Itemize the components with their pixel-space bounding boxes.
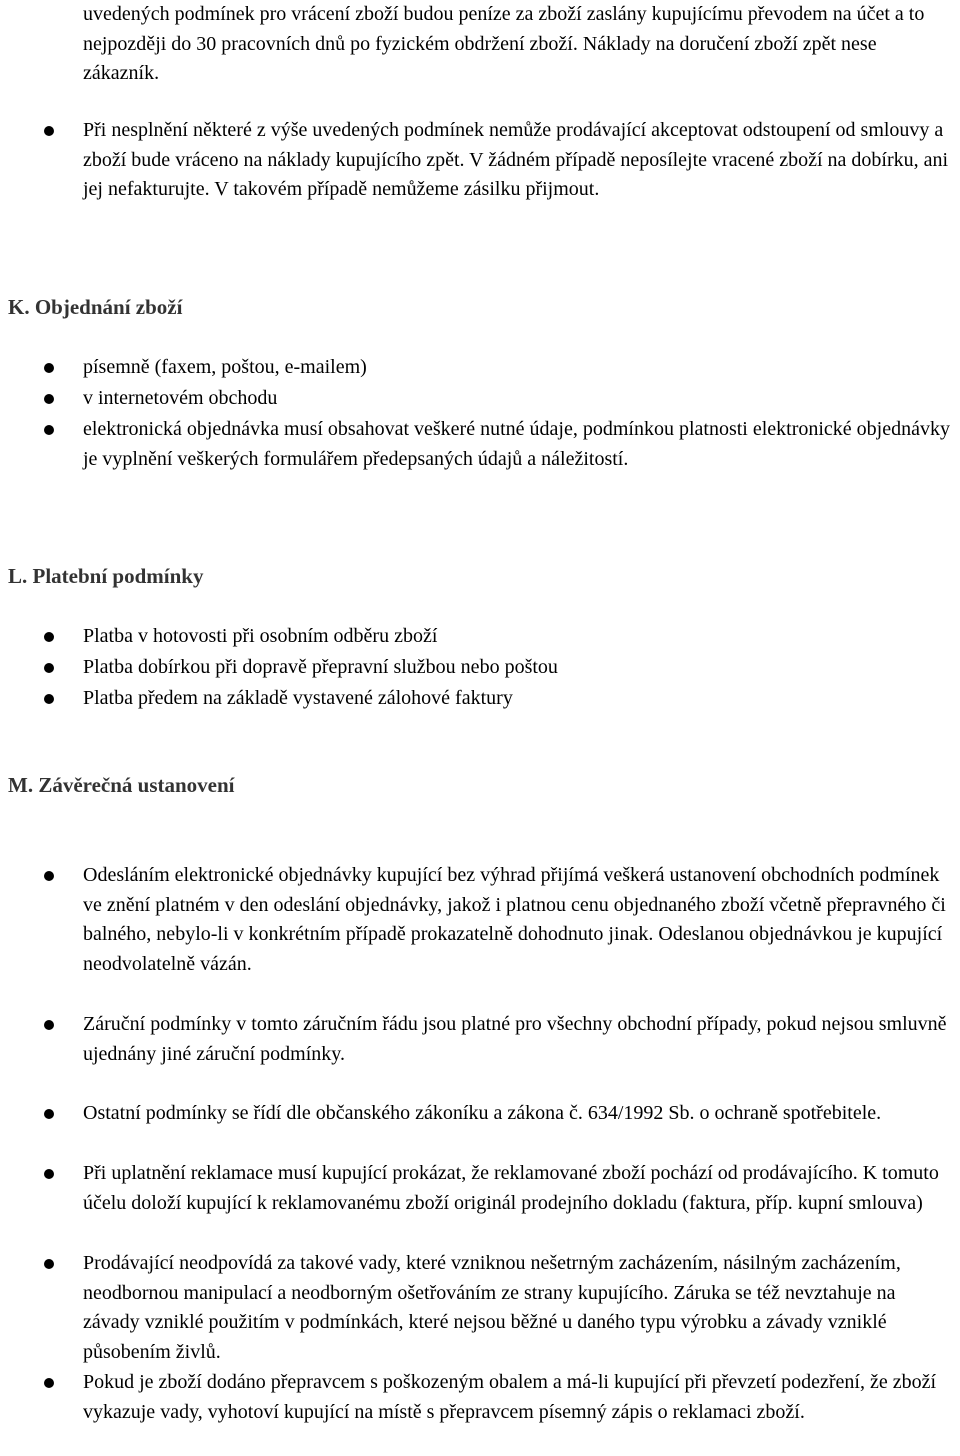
bullet-icon (44, 694, 54, 704)
bullet-icon (44, 363, 54, 373)
bullet-icon (44, 126, 54, 136)
bullet-icon (44, 1259, 54, 1269)
section-heading-k: K. Objednání zboží (8, 295, 183, 319)
bullet-icon (44, 394, 54, 404)
list-item: Záruční podmínky v tomto záručním řádu jsou platné pro všechny obchodní případy, pokud nejsou smluvně ujednány jiné záruční podmínky. (83, 1013, 947, 1065)
list-item: Pokud je zboží dodáno přepravcem s poškozeným obalem a má-li kupující při převzetí podezření, že zboží vykazuje vady, vyhotoví kupující na místě s přepravcem písemný zápis o reklamaci zboží. (83, 1371, 937, 1423)
list-item: Ostatní podmínky se řídí dle občanského zákoníku a zákona č. 634/1992 Sb. o ochraně spotřebitele. (83, 1102, 882, 1124)
list-item: Při nesplnění některé z výše uvedených podmínek nemůže prodávající akceptovat odstoupení od smlouvy a zboží bude vráceno na náklady kupujícího zpět. V žádném případě neposílejte vracené zboží na dobírku, ani jej nefakturujte. V takovém případě nemůžeme zásilku přijmout. (83, 119, 949, 200)
list-item: Platba předem na základě vystavené zálohové faktury (83, 687, 513, 709)
list-item: Platba dobírkou při dopravě přepravní službou nebo poštou (83, 656, 558, 678)
list-item: písemně (faxem, poštou, e-mailem) (83, 356, 367, 378)
bullet-icon (44, 663, 54, 673)
list-item: Prodávající neodpovídá za takové vady, které vzniknou nešetrným zacházením, násilným zacházením, neodbornou manipulací a neodborným ošetřováním ze strany kupujícího. Záruka se též nevztahuje na závady vzniklé použitím v podmínkách, které nejsou běžné u daného typu výrobku a závady vzniklé působením živlů. (83, 1252, 901, 1363)
bullet-icon (44, 425, 54, 435)
list-item: Odesláním elektronické objednávky kupující bez výhrad přijímá veškerá ustanovení obchodních podmínek ve znění platném v den odeslání objednávky, jakož i platnou cenu objednaného zboží včetně přepravného či balného, nebylo-li v konkrétním případě prokazatelně dohodnuto jinak. Odeslanou objednávkou je kupující neodvolatelně vázán. (83, 864, 946, 975)
list-item: v internetovém obchodu (83, 387, 278, 409)
list-item: Při uplatnění reklamace musí kupující prokázat, že reklamované zboží pochází od prodávajícího. K tomuto účelu doloží kupující k reklamovanému zboží originál prodejního dokladu (faktura, příp. kupní smlouva) (83, 1162, 939, 1214)
bullet-icon (44, 632, 54, 642)
bullet-icon (44, 1169, 54, 1179)
bullet-icon (44, 1109, 54, 1119)
bullet-icon (44, 871, 54, 881)
section-heading-l: L. Platební podmínky (8, 564, 204, 588)
bullet-icon (44, 1020, 54, 1030)
intro-continuation-text: uvedených podmínek pro vrácení zboží budou peníze za zboží zaslány kupujícímu převodem na účet a to nejpozději do 30 pracovních dnů po fyzickém obdržení zboží. Náklady na doručení zboží zpět nese zákazník. (83, 3, 925, 84)
list-item: Platba v hotovosti při osobním odběru zboží (83, 625, 438, 647)
bullet-icon (44, 1378, 54, 1388)
section-heading-m: M. Závěrečná ustanovení (8, 773, 235, 797)
list-item: elektronická objednávka musí obsahovat veškeré nutné údaje, podmínkou platnosti elektronické objednávky je vyplnění veškerých formulářem předepsaných údajů a náležitostí. (83, 418, 950, 470)
